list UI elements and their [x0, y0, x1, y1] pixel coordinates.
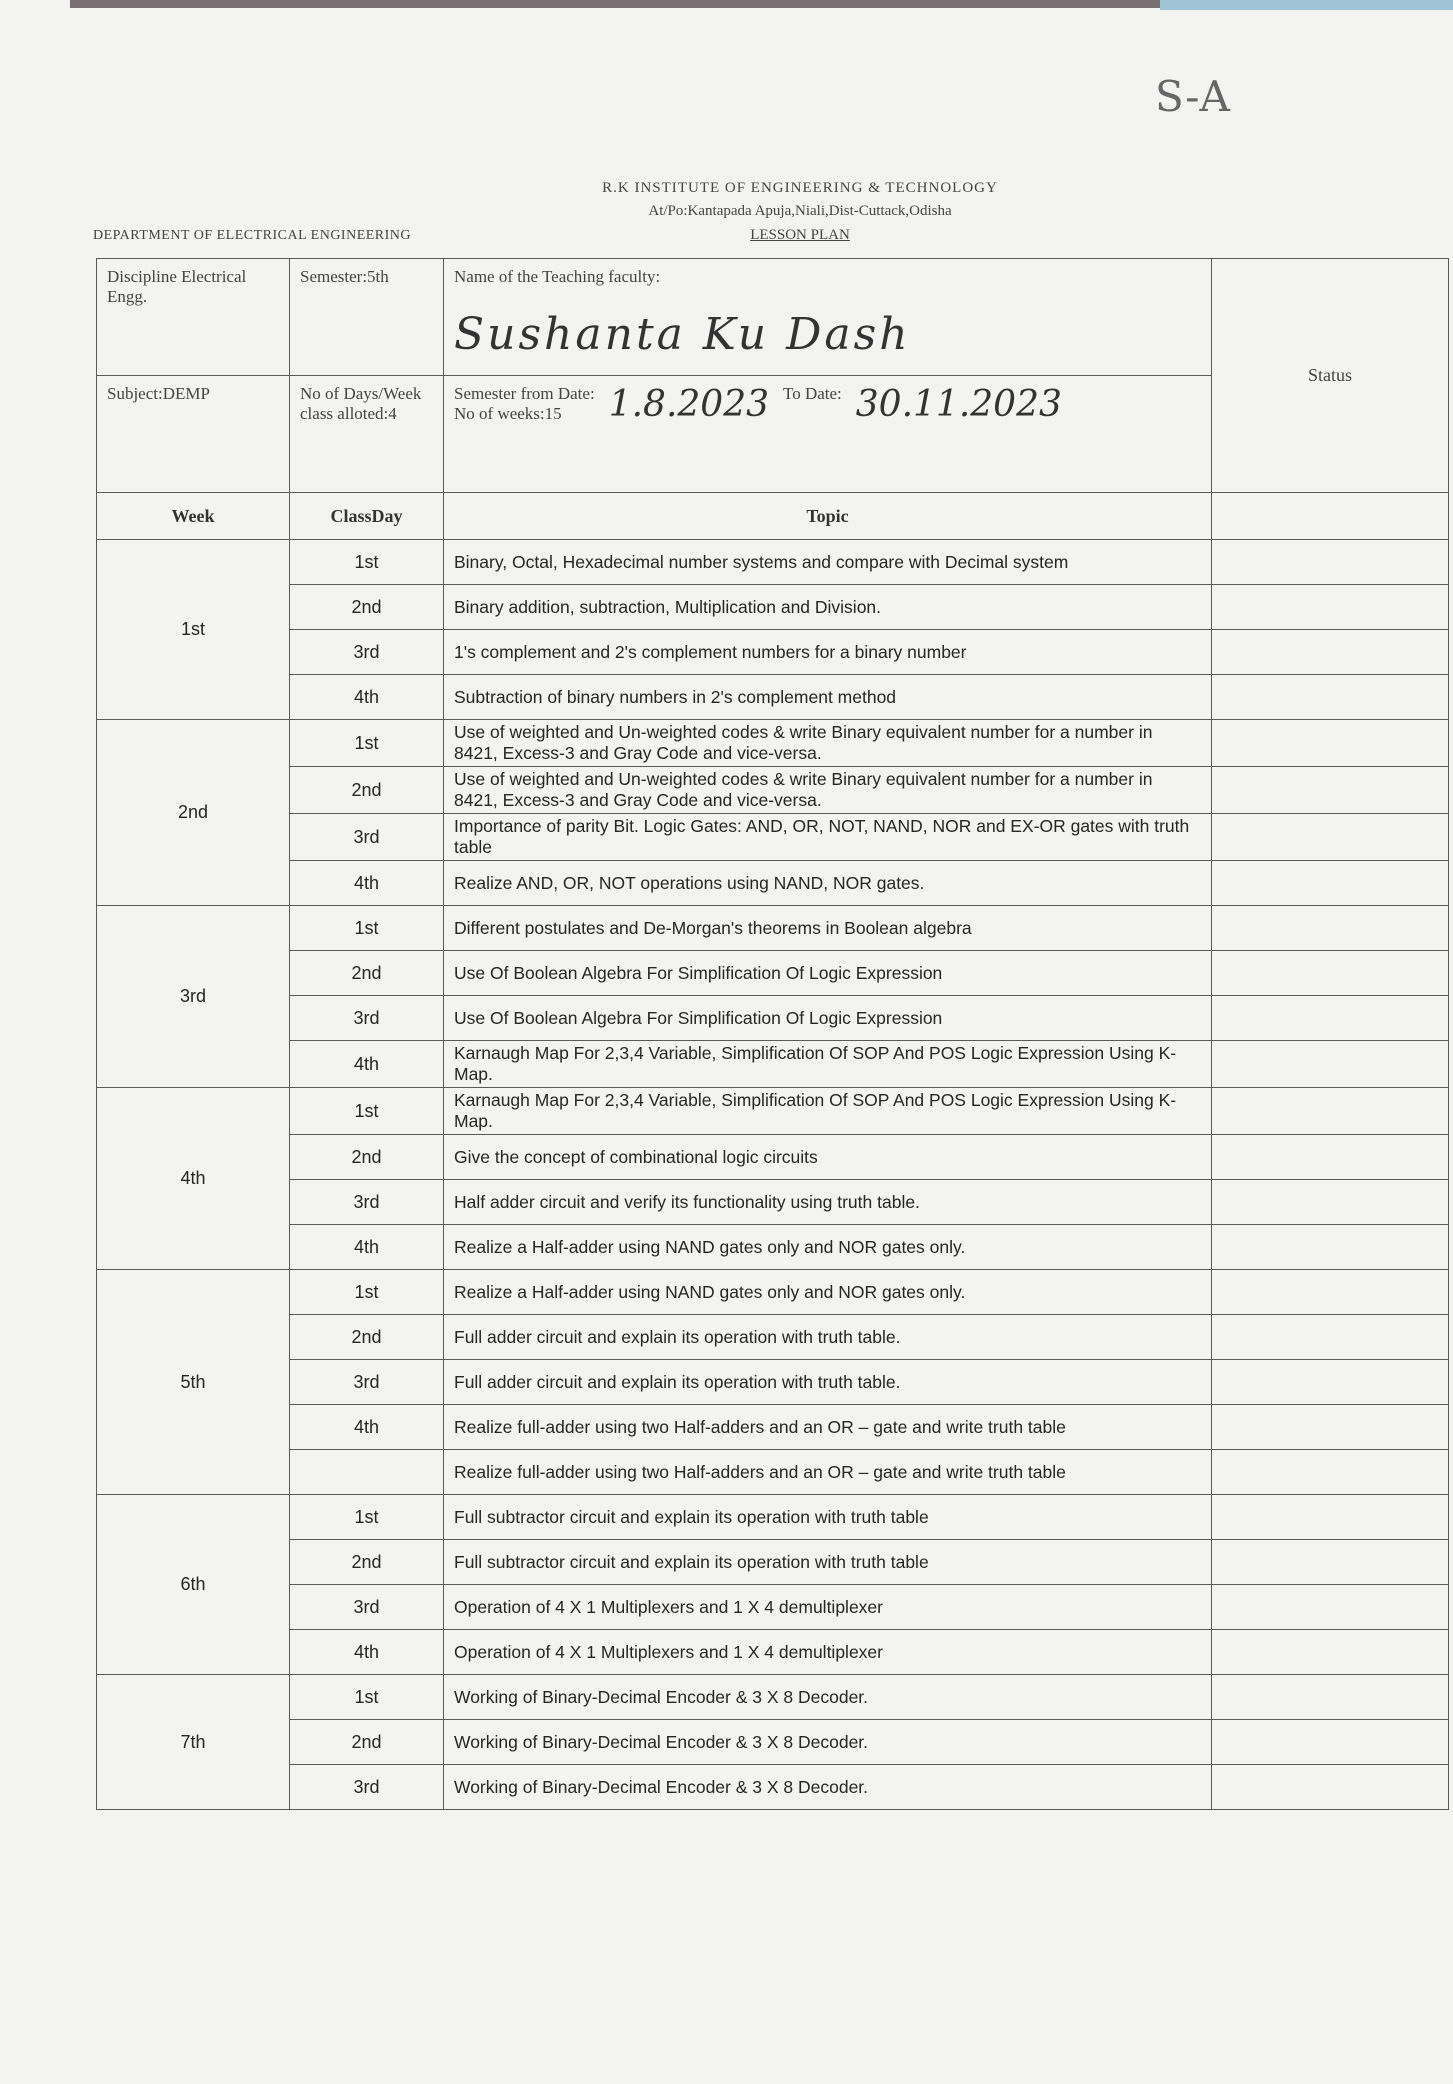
weeks-count: No of weeks:15: [454, 404, 562, 423]
classday-cell: 4th: [290, 1630, 444, 1675]
document-title: LESSON PLAN: [750, 227, 850, 243]
week-column-header: Week: [97, 493, 290, 540]
classday-cell: 1st: [290, 1675, 444, 1720]
topic-cell: Working of Binary-Decimal Encoder & 3 X 8 Decoder.: [444, 1675, 1212, 1720]
table-row: [97, 906, 1449, 951]
status-cell: [1212, 906, 1449, 951]
topic-cell: Different postulates and De-Morgan's theorems in Boolean algebra: [444, 906, 1212, 951]
week-cell: 3rd: [97, 906, 290, 1088]
topic-column-header: Topic: [444, 493, 1212, 540]
table-row: [97, 630, 1449, 675]
lesson-plan-body: [97, 540, 1449, 1810]
status-header: Status: [1212, 259, 1449, 493]
table-row: [97, 720, 1449, 767]
classday-cell: 4th: [290, 861, 444, 906]
table-row: [97, 1765, 1449, 1810]
status-cell: [1212, 1720, 1449, 1765]
topic-cell: Binary, Octal, Hexadecimal number systems and compare with Decimal system: [444, 540, 1212, 585]
scan-edge-blue: [1160, 0, 1453, 10]
topic-cell: Working of Binary-Decimal Encoder & 3 X 8 Decoder.: [444, 1765, 1212, 1810]
classday-cell: 2nd: [290, 1315, 444, 1360]
table-row: [97, 1180, 1449, 1225]
topic-cell: Realize AND, OR, NOT operations using NAND, NOR gates.: [444, 861, 1212, 906]
status-cell: [1212, 1270, 1449, 1315]
status-cell: [1212, 767, 1449, 814]
table-row: [97, 1315, 1449, 1360]
table-row: [97, 1225, 1449, 1270]
status-cell: [1212, 1450, 1449, 1495]
table-row: [97, 1495, 1449, 1540]
classday-cell: 4th: [290, 675, 444, 720]
classday-cell: 3rd: [290, 630, 444, 675]
table-row: [97, 1675, 1449, 1720]
status-cell: [1212, 861, 1449, 906]
status-cell: [1212, 1630, 1449, 1675]
topic-cell: Importance of parity Bit. Logic Gates: AND, OR, NOT, NAND, NOR and EX-OR gates with truth table: [444, 814, 1212, 861]
to-date-value: 30.11.2023: [855, 384, 1062, 425]
classday-cell: 1st: [290, 1495, 444, 1540]
lesson-plan-table: [96, 258, 1449, 1810]
status-cell: [1212, 1495, 1449, 1540]
table-row: [97, 1540, 1449, 1585]
topic-cell: Working of Binary-Decimal Encoder & 3 X 8 Decoder.: [444, 1720, 1212, 1765]
to-date-label: To Date:: [783, 384, 842, 403]
status-cell: [1212, 1225, 1449, 1270]
topic-cell: Use of weighted and Un-weighted codes & write Binary equivalent number for a number in 8421, Excess-3 and Gray Code and vice-versa.: [444, 767, 1212, 814]
faculty-name: Sushanta Ku Dash: [454, 309, 911, 360]
status-cell: [1212, 1135, 1449, 1180]
topic-cell: Half adder circuit and verify its functionality using truth table.: [444, 1180, 1212, 1225]
table-row: [97, 814, 1449, 861]
table-row: [97, 540, 1449, 585]
week-cell: 4th: [97, 1088, 290, 1270]
status-cell: [1212, 1360, 1449, 1405]
table-row: [97, 951, 1449, 996]
week-cell: 1st: [97, 540, 290, 720]
topic-cell: Use Of Boolean Algebra For Simplification Of Logic Expression: [444, 951, 1212, 996]
status-cell: [1212, 1405, 1449, 1450]
classday-cell: [290, 1450, 444, 1495]
faculty-cell: [444, 259, 1212, 376]
classday-cell: 2nd: [290, 1540, 444, 1585]
status-cell: [1212, 1315, 1449, 1360]
table-row: [97, 861, 1449, 906]
classday-column-header: ClassDay: [290, 493, 444, 540]
classday-cell: 1st: [290, 540, 444, 585]
classday-cell: 3rd: [290, 1765, 444, 1810]
topic-cell: Realize a Half-adder using NAND gates only and NOR gates only.: [444, 1225, 1212, 1270]
semester-from-date: 1.8.2023: [608, 384, 769, 425]
topic-cell: Full adder circuit and explain its operation with truth table.: [444, 1360, 1212, 1405]
topic-cell: Realize full-adder using two Half-adders and an OR – gate and write truth table: [444, 1405, 1212, 1450]
department-name: DEPARTMENT OF ELECTRICAL ENGINEERING: [93, 228, 412, 243]
classday-cell: 4th: [290, 1225, 444, 1270]
classday-cell: 4th: [290, 1041, 444, 1088]
status-cell: [1212, 996, 1449, 1041]
table-row: [97, 1630, 1449, 1675]
topic-cell: Realize a Half-adder using NAND gates only and NOR gates only.: [444, 1270, 1212, 1315]
semester-dates-cell: [444, 376, 1212, 493]
topic-cell: Binary addition, subtraction, Multiplication and Division.: [444, 585, 1212, 630]
table-row: [97, 767, 1449, 814]
topic-cell: Operation of 4 X 1 Multiplexers and 1 X 4 demultiplexer: [444, 1630, 1212, 1675]
topic-cell: Full subtractor circuit and explain its operation with truth table: [444, 1495, 1212, 1540]
days-week-cell: No of Days/Week class alloted:4: [290, 376, 444, 493]
status-cell: [1212, 1540, 1449, 1585]
table-row: [97, 996, 1449, 1041]
table-row: [97, 1450, 1449, 1495]
classday-cell: 3rd: [290, 996, 444, 1041]
status-cell: [1212, 585, 1449, 630]
topic-cell: Full subtractor circuit and explain its operation with truth table: [444, 1540, 1212, 1585]
classday-cell: 2nd: [290, 585, 444, 630]
column-header-row: [97, 493, 1449, 540]
table-row: [97, 1088, 1449, 1135]
topic-cell: Full adder circuit and explain its operation with truth table.: [444, 1315, 1212, 1360]
classday-cell: 2nd: [290, 951, 444, 996]
topic-cell: Karnaugh Map For 2,3,4 Variable, Simplification Of SOP And POS Logic Expression Using K-Map.: [444, 1041, 1212, 1088]
table-row: [97, 675, 1449, 720]
topic-cell: 1's complement and 2's complement numbers for a binary number: [444, 630, 1212, 675]
discipline-cell: Discipline Electrical Engg.: [97, 259, 290, 376]
status-cell: [1212, 1765, 1449, 1810]
week-cell: 7th: [97, 1675, 290, 1810]
classday-cell: 3rd: [290, 814, 444, 861]
classday-cell: 2nd: [290, 767, 444, 814]
classday-cell: 1st: [290, 1088, 444, 1135]
status-cell: [1212, 814, 1449, 861]
classday-cell: 1st: [290, 1270, 444, 1315]
week-cell: 5th: [97, 1270, 290, 1495]
status-cell: [1212, 540, 1449, 585]
semester-cell: Semester:5th: [290, 259, 444, 376]
status-cell: [1212, 630, 1449, 675]
status-cell: [1212, 1088, 1449, 1135]
table-row: [97, 1270, 1449, 1315]
topic-cell: Give the concept of combinational logic circuits: [444, 1135, 1212, 1180]
classday-cell: 4th: [290, 1405, 444, 1450]
status-cell: [1212, 951, 1449, 996]
scan-edge: [70, 0, 1160, 8]
institute-name: R.K INSTITUTE OF ENGINEERING & TECHNOLOGY: [602, 180, 998, 196]
table-row: [97, 1135, 1449, 1180]
subject-cell: Subject:DEMP: [97, 376, 290, 493]
classday-cell: 3rd: [290, 1585, 444, 1630]
corner-handwritten-mark: S-A: [1155, 72, 1230, 121]
table-row: [97, 1405, 1449, 1450]
info-row-1: [97, 259, 1449, 376]
table-row: [97, 585, 1449, 630]
topic-cell: Subtraction of binary numbers in 2's complement method: [444, 675, 1212, 720]
topic-cell: Realize full-adder using two Half-adders and an OR – gate and write truth table: [444, 1450, 1212, 1495]
week-cell: 2nd: [97, 720, 290, 906]
classday-cell: 3rd: [290, 1180, 444, 1225]
topic-cell: Operation of 4 X 1 Multiplexers and 1 X 4 demultiplexer: [444, 1585, 1212, 1630]
status-cell: [1212, 1041, 1449, 1088]
classday-cell: 1st: [290, 906, 444, 951]
status-cell: [1212, 1585, 1449, 1630]
table-row: [97, 1360, 1449, 1405]
table-row: [97, 1585, 1449, 1630]
status-cell: [1212, 1675, 1449, 1720]
classday-cell: 2nd: [290, 1135, 444, 1180]
topic-cell: Use Of Boolean Algebra For Simplification Of Logic Expression: [444, 996, 1212, 1041]
classday-cell: 1st: [290, 720, 444, 767]
institute-address: At/Po:Kantapada Apuja,Niali,Dist-Cuttack,Odisha: [648, 203, 952, 219]
table-row: [97, 1041, 1449, 1088]
status-column-header: [1212, 493, 1449, 540]
status-cell: [1212, 675, 1449, 720]
topic-cell: Use of weighted and Un-weighted codes & write Binary equivalent number for a number in 8421, Excess-3 and Gray Code and vice-versa.: [444, 720, 1212, 767]
week-cell: 6th: [97, 1495, 290, 1675]
semester-from-label: Semester from Date:: [454, 384, 595, 403]
classday-cell: 2nd: [290, 1720, 444, 1765]
topic-cell: Karnaugh Map For 2,3,4 Variable, Simplification Of SOP And POS Logic Expression Using K-Map.: [444, 1088, 1212, 1135]
status-cell: [1212, 720, 1449, 767]
faculty-label: Name of the Teaching faculty:: [454, 267, 661, 286]
table-row: [97, 1720, 1449, 1765]
classday-cell: 3rd: [290, 1360, 444, 1405]
status-cell: [1212, 1180, 1449, 1225]
